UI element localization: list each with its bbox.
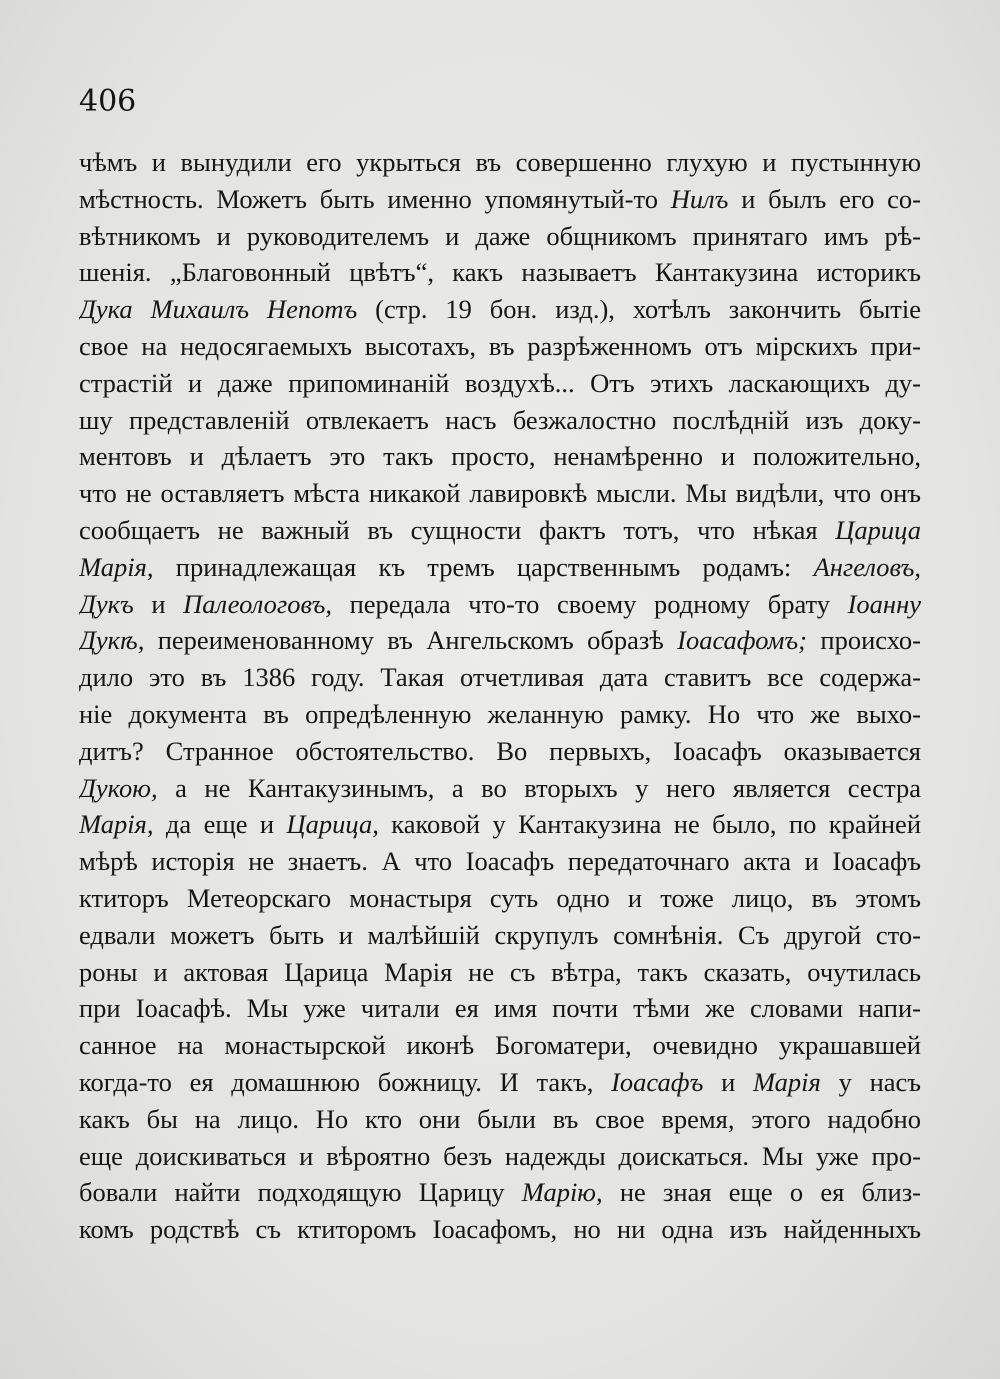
- text-span: принадлежащая къ тремъ царственнымъ родамъ:: [153, 551, 814, 582]
- text-line: [79, 1174, 921, 1211]
- text-line: [79, 1027, 921, 1064]
- text-span: мѣрѣ исторія не знаетъ. А что Іоасафъ передаточнаго акта и Іоасафъ: [79, 846, 921, 877]
- text-span: и: [703, 1066, 753, 1097]
- text-span: когда-то ея домашнюю божницу. И такъ,: [79, 1066, 612, 1097]
- text-span: бовали найти подходящую Царицу: [79, 1177, 522, 1208]
- text-span: что не оставляетъ мѣста никакой лавировкѣ мысли. Мы видѣли, что онъ: [79, 478, 921, 509]
- text-span: и: [133, 588, 184, 619]
- text-span: ктиторъ Метеорскаго монастыря суть одно и тоже лицо, въ этомъ: [79, 882, 921, 913]
- italic-text: Марія,: [79, 551, 154, 582]
- text-span: у насъ: [820, 1066, 921, 1097]
- text-span: едвали можетъ быть и малѣйшій скрупулъ сомнѣнія. Съ другой сто-: [79, 919, 921, 950]
- text-span: ментовъ и дѣлаетъ это такъ просто, ненамѣренно и положительно,: [79, 441, 921, 472]
- text-span: шенія. „Благовонный цвѣтъ“, какъ называетъ Кантакузина историкъ: [79, 257, 921, 288]
- text-span: каковой у Кантакузина не было, по крайней: [378, 809, 921, 840]
- text-span: роны и актовая Царица Марія не съ вѣтра, такъ сказать, очутилась: [79, 956, 921, 987]
- text-line: [79, 733, 921, 770]
- italic-text: Палеологовъ,: [183, 588, 332, 619]
- text-span: шу представленій отвлекаетъ насъ безжалостно послѣдній изъ доку-: [79, 404, 921, 435]
- text-span: а не Кантакузинымъ, а во вторыхъ у него является сестра: [157, 772, 921, 803]
- text-line: [79, 1101, 921, 1138]
- italic-text: Царица,: [286, 809, 379, 840]
- text-span: сообщаетъ не важный въ сущности фактъ тотъ, что нѣкая: [79, 514, 836, 545]
- body-text: [79, 144, 921, 1248]
- text-line: [79, 438, 921, 475]
- italic-text: Нилъ: [670, 183, 729, 214]
- text-span: да еще и: [153, 809, 287, 840]
- text-span: свое на недосягаемыхъ высотахъ, въ разрѣженномъ отъ мірскихъ при-: [79, 330, 921, 361]
- text-span: мѣстность. Можетъ быть именно упомянутый-то: [79, 183, 671, 214]
- text-line: [79, 954, 921, 991]
- italic-text: Дука Михаилъ Непотъ: [79, 294, 358, 325]
- text-line: [79, 586, 921, 623]
- text-span: вѣтникомъ и руководителемъ и даже общникомъ принятаго имъ рѣ-: [79, 220, 921, 251]
- text-span: чѣмъ и вынудили его укрыться въ совершенно глухую и пустынную: [79, 147, 921, 177]
- text-line: [79, 806, 921, 843]
- italic-text: Царица: [835, 514, 921, 545]
- italic-text: Ангеловъ,: [813, 551, 921, 582]
- text-line: [79, 365, 921, 402]
- text-span: не зная еще о ея близ-: [602, 1177, 921, 1208]
- italic-text: Марія: [752, 1066, 821, 1097]
- text-span: при Іоасафѣ. Мы уже читали ея имя почти тѣми же словами напи-: [79, 993, 921, 1024]
- text-line: [79, 917, 921, 954]
- text-span: передала что-то своему родному брату: [332, 588, 848, 619]
- italic-text: Дукъ: [79, 588, 134, 619]
- italic-text: Дукѣ,: [79, 625, 145, 656]
- text-span: дитъ? Странное обстоятельство. Во первыхъ, Іоасафъ оказывается: [79, 735, 921, 766]
- text-line: [79, 328, 921, 365]
- text-line: [79, 1064, 921, 1101]
- text-line: [79, 880, 921, 917]
- text-line: [79, 696, 921, 733]
- text-line: [79, 254, 921, 291]
- text-span: какъ бы на лицо. Но кто они были въ свое время, этого надобно: [79, 1103, 921, 1134]
- text-line: [79, 1211, 921, 1248]
- text-line: [79, 990, 921, 1027]
- text-line: [79, 475, 921, 512]
- text-line: [79, 770, 921, 807]
- text-span: санное на монастырской иконѣ Богоматери, очевидно украшавшей: [79, 1030, 921, 1061]
- italic-text: Іоанну: [847, 588, 921, 619]
- italic-text: Іоасафъ: [611, 1066, 704, 1097]
- text-span: еще доискиваться и вѣроятно безъ надежды доискаться. Мы уже про-: [79, 1140, 921, 1171]
- text-line: [79, 144, 921, 181]
- italic-text: Марію,: [521, 1177, 603, 1208]
- text-line: [79, 659, 921, 696]
- italic-text: Дукою,: [79, 772, 158, 803]
- text-line: [79, 622, 921, 659]
- text-line: [79, 218, 921, 255]
- text-span: переименованному въ Ангельскомъ образѣ: [144, 625, 678, 656]
- text-span: комъ родствѣ съ ктиторомъ Іоасафомъ, но ни одна изъ найденныхъ: [79, 1214, 921, 1245]
- text-span: дило это въ 1386 году. Такая отчетливая дата ставитъ все содержа-: [79, 662, 921, 693]
- text-line: [79, 843, 921, 880]
- text-span: ніе документа въ опредѣленную желанную рамку. Но что же выхо-: [79, 698, 921, 729]
- text-line: [79, 402, 921, 439]
- text-line: [79, 1138, 921, 1175]
- text-line: [79, 181, 921, 218]
- text-span: и былъ его со-: [728, 183, 921, 214]
- italic-text: Іоасафомъ;: [677, 625, 807, 656]
- text-line: [79, 291, 921, 328]
- text-span: происхо-: [807, 625, 921, 656]
- italic-text: Марія,: [79, 809, 154, 840]
- page-number: 406: [79, 84, 137, 119]
- text-span: (стр. 19 бон. изд.), хотѣлъ закончить бытіе: [357, 294, 921, 325]
- text-line: [79, 512, 921, 549]
- text-line: [79, 549, 921, 586]
- text-span: страстій и даже припоминаній воздухѣ... Отъ этихъ ласкающихъ ду-: [79, 367, 921, 398]
